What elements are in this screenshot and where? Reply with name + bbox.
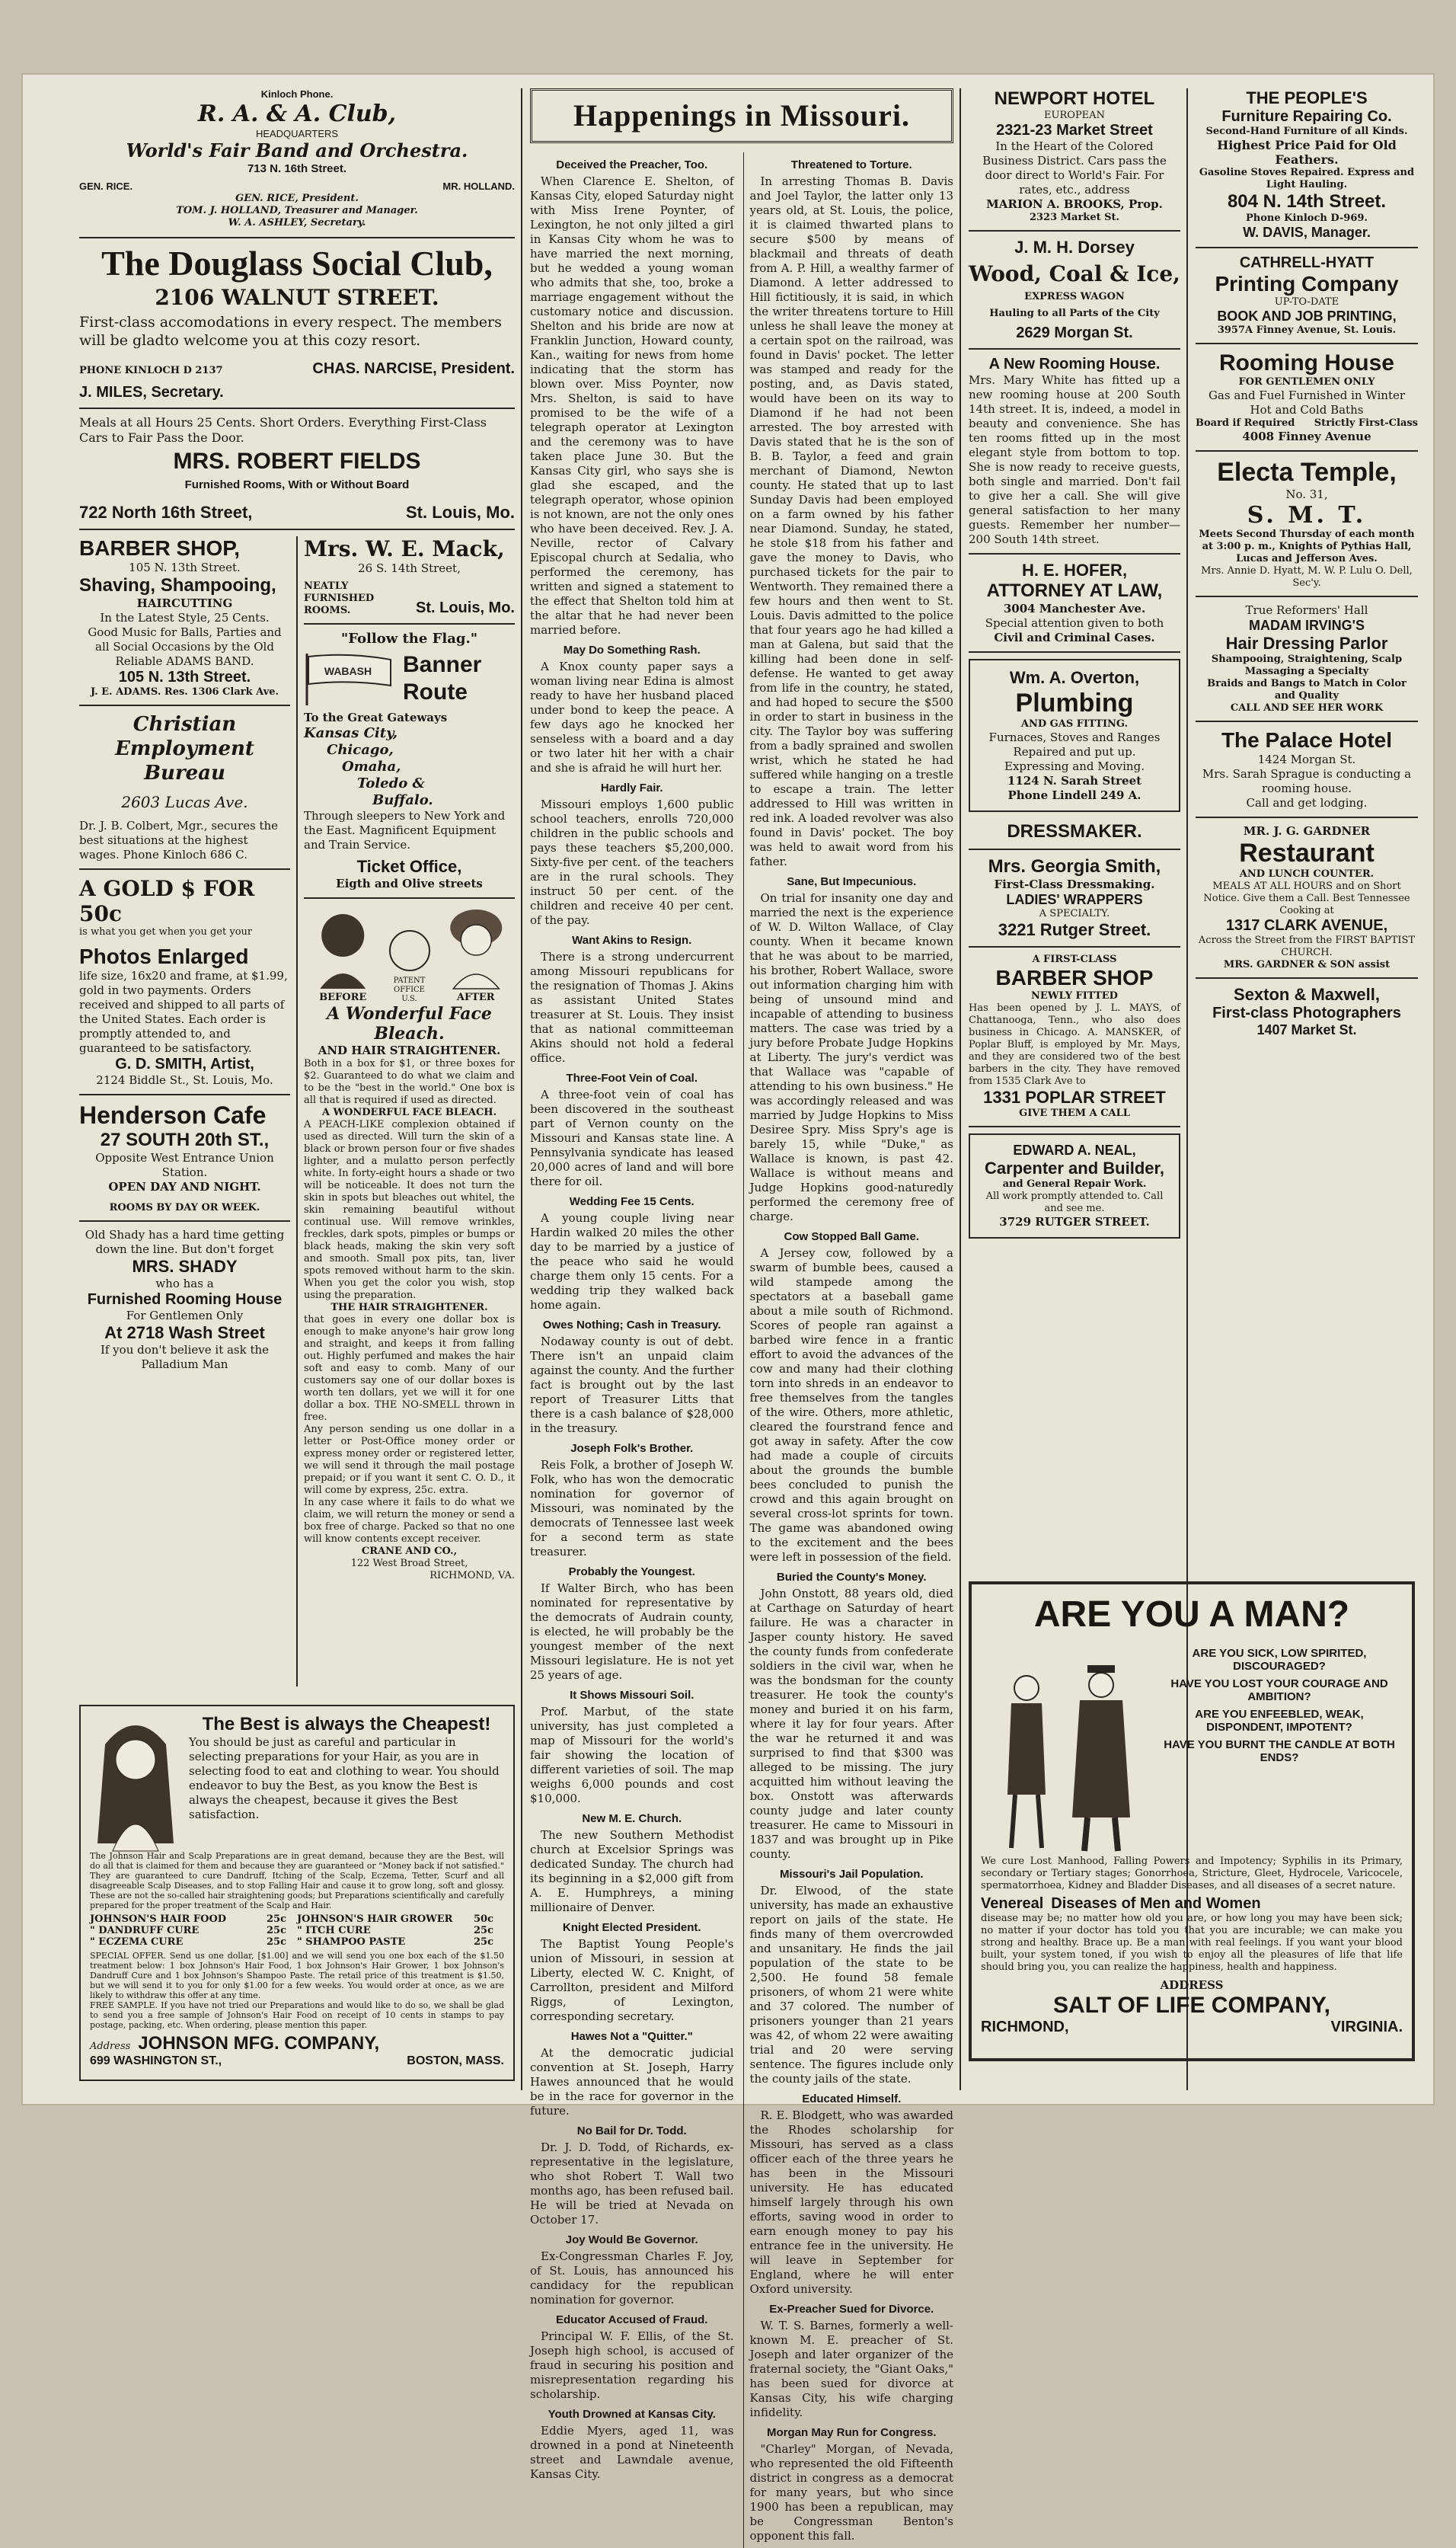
wabash-flag-text: WABASH bbox=[324, 665, 372, 677]
gentlemen-rooming-house-ad: Rooming House FOR GENTLEMEN ONLY Gas and Fuel Furnished in Winter Hot and Cold Baths Board if Required Strictly First-Class 4008 Finney Avenue bbox=[1196, 350, 1418, 443]
article bbox=[530, 782, 734, 928]
article-headline: Knight Elected President. bbox=[562, 1921, 701, 1934]
ads-left-section bbox=[79, 88, 515, 2090]
article-headline: Sane, But Impecunious. bbox=[787, 875, 917, 888]
happenings-left-column bbox=[530, 152, 734, 2548]
article-headline: Wedding Fee 15 Cents. bbox=[569, 1195, 694, 1208]
dressmaker-ad: DRESSMAKER. Mrs. Georgia Smith, First-Class Dressmaking. LADIES' WRAPPERS A SPECIALTY. 3221 Rutger Street. bbox=[969, 821, 1180, 940]
article-body: Eddie Myers, aged 11, was drowned in a pond at Nineteenth street and Lawndale avenue, Kansas City. bbox=[530, 2424, 734, 2481]
article-headline: Owes Nothing; Cash in Treasury. bbox=[542, 1319, 721, 1332]
article-body: Principal W. F. Ellis, of the St. Joseph high school, is accused of fraud in securing his position and misrepresentation regarding his scholarship. bbox=[530, 2329, 734, 2401]
neal-ad: EDWARD A. NEAL, Carpenter and Builder, and General Repair Work. All work promptly attended to. Call and see me. 3729 RUTGER STREET. bbox=[969, 1133, 1180, 1239]
article-body: Reis Folk, a brother of Joseph W. Folk, who has won the democratic nomination for governor of Missouri, was nominated by the democrats of Tennessee last week for a second term as state treasurer. bbox=[530, 1458, 734, 1559]
article-headline: Missouri's Jail Population. bbox=[779, 1868, 924, 1881]
barber-shop-ad: BARBER SHOP, 105 N. 13th Street. Shaving, Shampooing, HAIRCUTTING In the Latest Style, 25 Cents. Good Music for Balls, Parties and all Social Occasions by the Old Reliable ADAMS BAND. 105 N. 13th Street. J. E. ADAMS. Res. 1306 Clark Ave. bbox=[79, 536, 282, 698]
johnson-products: JOHNSON'S HAIR FOOD 25c JOHNSON'S HAIR GROWER 50c " DANDRUFF CURE 25c " ITCH CURE 25c " ECZEMA CURE 25c " SHAMPOO PASTE 25c bbox=[90, 1913, 494, 1948]
article bbox=[750, 2303, 954, 2420]
article-headline: May Do Something Rash. bbox=[563, 644, 701, 657]
article bbox=[750, 1230, 954, 1565]
article bbox=[530, 2030, 734, 2118]
article-headline: New M. E. Church. bbox=[582, 1812, 682, 1825]
subcolumn-left bbox=[79, 536, 298, 1686]
happenings-masthead bbox=[530, 88, 953, 143]
article-headline: Educated Himself. bbox=[802, 2092, 902, 2105]
new-rooming-house-ad: A New Rooming House. Mrs. Mary White has fitted up a new rooming house at 200 South 14th street. It is, indeed, a model in beauty and convenience. She has ten rooms fitted up in the most elegant style from bottom to top. She is now ready to receive guests, both single and married. Don't fail to give her a call. She will give general satisfaction to her many guests. Remember her number—200 South 14th street. bbox=[969, 356, 1180, 546]
article-headline: Threatened to Torture. bbox=[790, 158, 912, 171]
woman-portrait-icon bbox=[90, 1714, 181, 1851]
article-body: The Baptist Young People's union of Missouri, in session at Liberty, elected W. C. Knight, of Carrollton, president and Milford Riggs, of Lexington, corresponding secretary. bbox=[530, 1937, 734, 2023]
article-body: R. E. Blodgett, who was awarded the Rhodes scholarship for Missouri, has served as a class officer each of the three years he has been in the Missouri university. He has educated himself largely through his own efforts, saving wood in order to earn enough money to pay his entrance fee in the university. He will leave in September for England, where he will enter Oxford university. bbox=[749, 2108, 953, 2296]
patent-seal-icon bbox=[387, 928, 433, 973]
palace-hotel-ad: The Palace Hotel 1424 Morgan St. Mrs. Sarah Sprague is conducting a rooming house. Call and get lodging. bbox=[1202, 728, 1412, 810]
article bbox=[530, 1689, 734, 1806]
article-headline: Three-Foot Vein of Coal. bbox=[566, 1072, 698, 1085]
article-headline: Joseph Folk's Brother. bbox=[570, 1442, 694, 1455]
article-body: Dr. J. D. Todd, of Richards, ex-representative in the legislature, who shot Robert T. Wall two months ago, has been refused bail. He will be tried at Nevada on October 17. bbox=[530, 2140, 734, 2227]
article-body: W. T. S. Barnes, formerly a well-known M. E. preacher of St. Joseph and later organizer of the fraternal society, the "Giant Oaks," has been sued for divorce at Kansas City, his wife charging infidelity. bbox=[749, 2319, 953, 2419]
article-headline: Educator Accused of Fraud. bbox=[556, 2313, 708, 2326]
hofer-ad: H. E. HOFER, ATTORNEY AT LAW, 3004 Manchester Ave. Special attention given to both Civil and Criminal Cases. bbox=[985, 561, 1164, 644]
are-you-a-man-ad: ARE YOU A MAN? ARE YOU SICK, LOW SPIRITED, DISCOURAGED? HAVE YOU LOST YOUR COURAGE AND AMBITION? ARE YOU ENFEEBLED, WEAK, DISPONDENT, IMPOTENT? HAVE YOU BURNT THE CANDLE AT BOTH ENDS? We cure Lost Manhood, Falling Powers and Impotency; Syphilis in its Primary, secondary or Tertiary stages; Gonorrhoea, Stricture, Gleet, Hydrocele, Varicocele, spermatorrhoea, Kidney and Bladder Diseases, and all diseases of a secret nature. Venereal Diseases of Men and Women disease may be; no matter how old you are, or how long you may have been sick; no matter if your doctor has told you that you are incurable; we can make you strong and healthy. Brace up. Be a man with real feelings. If you want your blood built, your system toned, if you wish to enjoy all the pleasures of life that life should bring you, you can realize the happiness, health and happiness. ADDRESS SALT OF LIFE COMPANY, RICHMOND, VIRGINIA. bbox=[969, 1581, 1415, 2061]
article-headline: Hardly Fair. bbox=[600, 782, 663, 794]
henderson-cafe-ad: Henderson Cafe 27 SOUTH 20th ST., Opposite West Entrance Union Station. OPEN DAY AND NIGHT. ROOMS BY DAY OR WEEK. Old Shady has a hard time getting down the line. But don't forget MRS. SHADY who has a Furnished Rooming House For Gentlemen Only At 2718 Wash Street If you don't believe it ask the Palladium Man bbox=[79, 1101, 290, 1372]
article bbox=[530, 158, 734, 638]
article bbox=[750, 2092, 954, 2297]
article-body: Prof. Marbut, of the state university, has just completed a map of Missouri for the world's fair showing the location of different varieties of soil. The map weighs 6,000 pounds and cost $10,000. bbox=[530, 1705, 734, 1805]
column-rule bbox=[959, 88, 961, 2090]
article-body: A three-foot vein of coal has been discovered in the southeast part of Vernon county on the Missouri and Kansas state line. A Pennsylvania syndicate has leased 20,000 acres of land and will bore there for oil. bbox=[530, 1088, 734, 1188]
article bbox=[530, 1072, 734, 1189]
overton-ad: Wm. A. Overton, Plumbing AND GAS FITTING. Furnaces, Stoves and Ranges Repaired and put up. Expressing and Moving. 1124 N. Sarah Street Phone Lindell 249 A. bbox=[969, 659, 1180, 812]
article-headline: Joy Would Be Governor. bbox=[565, 2233, 698, 2246]
cathrell-hyatt-ad: CATHRELL-HYATT Printing Company UP-TO-DATE BOOK AND JOB PRINTING, 3957A Finney Avenue, St. Louis. bbox=[1215, 254, 1399, 336]
article bbox=[530, 2313, 734, 2402]
wabash-ad: "Follow the Flag." WABASH Banner Route To the Great Gateways Kansas City, Chicago, Omaha, Toledo & Buffalo. Through sleepers to New York and the East. Magnificent Equipment and Train Service. Ticket Office, Eigth and Olive streets bbox=[304, 631, 506, 890]
gardner-restaurant-ad: MR. J. G. GARDNER Restaurant AND LUNCH COUNTER. MEALS AT ALL HOURS and on Short Notice. Give them a Call. Best Tennessee Cooking at 1317 CLARK AVENUE, Across the Street from the FIRST BAPTIST CHURCH. MRS. GARDNER & SON assist bbox=[1198, 824, 1416, 970]
johnson-hair-ad: The Best is always the Cheapest! You should be just as careful and particular in selecting preparations for your Hair, as you are in selecting food to eat and clothing to wear. You should endeavor to buy the Best, as you know the Best is always the cheapest, because it gives the Best satisfaction. The Johnson Hair and Scalp Preparations are in great demand, because they are the Best, will do all that is claimed for them and because they are guaranteed or "Money back if not satisfied." They are guaranteed to cure Dandruff, Itching of the Scalp, Eczema, Tetter, Scurf and all disagreeable Scalp Diseases, and to stop Falling Hair and cause it to grow long, soft and glossy. These are not the so-called hair straightening goods; but Preparations scientifically and carefully prepared for the proper treatment of the Scalp and Hair. JOHNSON'S HAIR FOOD 25c JOHNSON'S HAIR GROWER 50c " DANDRUFF CURE 25c " ITCH CURE 25c " ECZEMA CURE 25c " SHAMPOO PASTE 25c SPECIAL OFFER. Send us one dollar, [$1.00] and we will send you one box each of the $1.50 treatment below: 1 box Johnson's Hair Food, 1 box Johnson's Hair Grower, 1 box Johnson's Dandruff Cure and 1 box Johnson's Shampoo Paste. The retail price of this treatment is $1.50, but we will send it to you for only $1.00 for a few weeks. You would order at once, as we are likely to withdraw this offer at any time. FREE SAMPLE. If you have not tried our Preparations and would like to do so, we shall be glad to send you a free sample of Johnson's Hair Food on receipt of 10 cents in stamps to pay postage, packing, etc. When ordering, please mention this paper. Address JOHNSON MFG. COMPANY, 699 WASHINGTON ST., BOSTON, MASS. bbox=[79, 1705, 515, 2081]
article-headline: Want Akins to Resign. bbox=[572, 934, 692, 947]
electa-temple-ad: Electa Temple, No. 31, S. M. T. Meets Second Thursday of each month at 3:00 p. m., Knights of Pythias Hall, Lucas and Jefferson Aves. Mrs. Annie D. Hyatt, M. W. P. Lulu O. Dell, Sec'y. bbox=[1199, 458, 1415, 589]
article bbox=[530, 934, 734, 1066]
article-body: There is a strong undercurrent among Missouri republicans for the resignation of Thomas J. Akins as assistant United States treasurer at St. Louis. They insist that as national committeeman Akins should not hold a federal office. bbox=[530, 950, 734, 1065]
article-headline: Morgan May Run for Congress. bbox=[766, 2426, 937, 2439]
ads-column-5 bbox=[1196, 88, 1418, 1572]
dorsey-ad: J. M. H. Dorsey Wood, Coal & Ice, EXPRESS WAGON Hauling to all Parts of the City 2629 Morgan St. bbox=[969, 238, 1180, 341]
article bbox=[530, 1812, 734, 1915]
madam-irving-ad: True Reformers' Hall MADAM IRVING'S Hair Dressing Parlor Shampooing, Straightening, Scalp Massaging a Specialty Braids and Bangs to Match in Color and Quality CALL AND SEE HER WORK bbox=[1207, 603, 1407, 714]
happenings-section bbox=[530, 88, 953, 2543]
wabash-flag-icon bbox=[304, 652, 395, 705]
subcolumn-right bbox=[304, 536, 515, 1686]
employment-ad: Christian Employment Bureau 2603 Lucas Ave. Dr. J. B. Colbert, Mgr., secures the best situations at the highest wages. Phone Kinloch 686 C. bbox=[79, 713, 279, 862]
article bbox=[530, 1319, 734, 1436]
after-portrait-icon bbox=[437, 905, 516, 989]
article bbox=[530, 644, 734, 775]
newspaper-page bbox=[21, 73, 1435, 2543]
article-body: On trial for insanity one day and married the next is the experience of W. D. Wilton Wallace, of Clay county. When it became known that he was about to be married, his brother, Robert Wallace, swore out information charging him with being of unsound mind and incapable of attending to business matters. The case was tried by a jury before Probate Judge Hopkins at Liberty. The jury's verdict was that Wallace was "capable of attending to his own business." He was accordingly released and was married by Judge Hopkins to Miss Desiree Spry. Miss Spry's age is barely 15, while "Duke," as Wallace is known, is past 42. Wallace is without means and Judge Hopkins good-naturedly performed the ceremony free of charge. bbox=[749, 891, 953, 1223]
article bbox=[530, 1442, 734, 1559]
article-headline: Hawes Not a "Quitter." bbox=[570, 2030, 693, 2043]
article-body: When Clarence E. Shelton, of Kansas City, eloped Saturday night with Miss Irene Poynter, of Lexington, he not only jilted a girl in Kansas City whom he was to have married the next morning, but he wedded a young woman who admits that she, too, broke a marriage engagement without the customary notice and discussion. Shelton and his bride are now at Franklin Junction, Howard county, Kan., waiting for news from home indicating that the storm has blown over. Miss Poynter, now Mrs. Shelton, is said to have promised to be the wife of a telegraph operator at Lexington and the ceremony was to have taken place June 30. But the Kansas City girl, who says she is glad she escaped, and the telegraph operator, whose opinion is not known, are not the only ones who have been deceived. Rev. J. A. Neville, rector of Calvary Episcopal church at Sedalia, who performed the ceremony, has written and signed a statement to the effect that Shelton told him at the altar that he had never been married before. bbox=[530, 174, 734, 637]
article bbox=[750, 158, 954, 869]
article bbox=[750, 1868, 954, 2086]
article-headline: Ex-Preacher Sued for Divorce. bbox=[769, 2303, 934, 2316]
article bbox=[530, 1195, 734, 1312]
article bbox=[750, 1571, 954, 1862]
newport-hotel-ad: NEWPORT HOTEL EUROPEAN 2321-23 Market Street In the Heart of the Colored Business District. Cars pass the door direct to World's Fair. For rates, etc., address MARION A. BROOKS, Prop. 2323 Market St. bbox=[982, 88, 1167, 223]
happenings-title: Happenings in Missouri. bbox=[573, 98, 910, 133]
barber-shop-2-ad: A FIRST-CLASS BARBER SHOP NEWLY FITTED Has been opened by J. L. MAYS, of Chattanooga, Tenn., who also does business in Chicago. A. MANSKER, of Poplar Bluff, is employed by Mr. Mays, and they are considered two of the best barbers in the city. They have removed from 1535 Clark Ave to 1331 POPLAR STREET GIVE THEM A CALL bbox=[969, 954, 1180, 1119]
article-headline: Probably the Youngest. bbox=[568, 1565, 695, 1578]
article-body: If Walter Birch, who has been nominated for representative by the democrats of Audrain county, is elected, he will probably be the youngest member of the next Missouri legislature. He is not yet 25 years of age. bbox=[530, 1581, 734, 1682]
article bbox=[750, 2426, 954, 2543]
article-headline: Deceived the Preacher, Too. bbox=[556, 158, 708, 171]
before-portrait-icon bbox=[304, 905, 382, 989]
article bbox=[530, 2233, 734, 2307]
article-body: At the democratic judicial convention at St. Joseph, Harry Hawes announced that he would be in the race for governor in the future. bbox=[530, 2046, 734, 2118]
article-body: Dr. Elwood, of the state university, has made an exhaustive report on jails of the state. He finds many of them overcrowded and unsanitary. He finds the jail population of the state to be 2,500. He found 58 female prisoners, of whom 21 were white and 37 colored. The number of prisoners younger than 21 years was 42, of whom 22 were awaiting trial and 20 were serving sentence. The figures include only the county jails of the state. bbox=[749, 1884, 953, 2086]
douglass-ad: The Douglass Social Club, 2106 WALNUT STREET. First-class accomodations in every respect. The members will be gladto welcome you at this cozy resort. PHONE KINLOCH D 2137 CHAS. NARCISE, President. J. MILES, Secretary. Meals at all Hours 25 Cents. Short Orders. Everything First-Class Cars to Fair Pass the Door. MRS. ROBERT FIELDS Furnished Rooms, With or Without Board 722 North 16th Street, St. Louis, Mo. bbox=[79, 244, 515, 522]
sexton-maxwell-ad: Sexton & Maxwell, First-class Photographers 1407 Market St. bbox=[1212, 985, 1401, 1037]
face-bleach-ad: BEFORE PATENT OFFICE U.S. AFTER A Wonderful Face Bleach. AND HAIR STRAIGHTENER. Both in a box for $1, or three boxes for $2. Guaranteed to do what we claim and to be the "best in the world." One box is all that is required if used as directed. A WONDERFUL FACE BLEACH. A PEACH-LIKE complexion obtained if used as directed. Will turn the skin of a black or brown person four or five shades lighter, and a mulatto person perfectly white. In forty-eight hours a shade or two will be noticeable. It does not turn the skin in spots but bleaches out whitel, the skin remaining beautiful without continual use. Will remove wrinkles, freckles, dark spots, pimples or bumps or black heads, making the skin very soft and smooth. Small pox pits, tan, liver spots removed without harm to the skin. When you get the color you wish, stop using the preparation. THE HAIR STRAIGHTENER. that goes in every one dollar box is enough to make anyone's hair grow long and straight, and keeps it from falling out. Highly perfumed and makes the hair soft and easy to comb. Many of our customers say one of our dollar boxes is worth ten dollars, yet we will it for one dollar a box. THE NO-SMELL thrown in free. Any person sending us one dollar in a letter or Post-Office money order or express money order or registered letter, we will send it through the mail postage prepaid; or if you want it sent C. O. D., it will come by express, 25c. extra. In any case where it fails to do what we claim, we will return the money or send a box free of charge. Packed so that no one will know contents except receiver. CRANE AND CO., 122 West Broad Street, RICHMOND, VA. bbox=[304, 905, 515, 1582]
photos-ad: Photos Enlarged life size, 16x20 and frame, at $1.99, gold in two payments. Orders received and shipped to all parts of the United States. Each order is promptly attended to, and guaranteed to be satisfactory. G. D. SMITH, Artist, 2124 Biddle St., St. Louis, Mo. bbox=[79, 945, 288, 1087]
column-rule bbox=[521, 88, 522, 2090]
article-body: Nodaway county is out of debt. There isn't an unpaid claim against the county. And the further fact is brought out by the last report of Treasurer Litts that there is a cash balance of $28,000 in the treasury. bbox=[530, 1335, 734, 1435]
article-body: "Charley" Morgan, of Nevada, who represented the old Fifteenth district in congress as a democrat for many years, but who since 1900 has been a republican, may be Congressman Benton's opponent this fall. bbox=[749, 2442, 953, 2543]
article-headline: Cow Stopped Ball Game. bbox=[784, 1230, 920, 1243]
article-body: The new Southern Methodist church at Excelsior Springs was dedicated Sunday. The church had its beginning in a $2,000 gift from A. E. Humphreys, a mining millionaire of Denver. bbox=[530, 1828, 734, 1914]
happenings-right-column bbox=[743, 152, 954, 2548]
peoples-furniture-ad: THE PEOPLE'S Furniture Repairing Co. Second-Hand Furniture of all Kinds. Highest Price Paid for Old Feathers. Gasoline Stoves Repaired. Express and Light Hauling. 804 N. 14th Street. Phone Kinloch D-969. W. DAVIS, Manager. bbox=[1199, 88, 1415, 240]
article-body: A young couple living near Hardin walked 20 miles the other day to be married by a justice of the peace who said he would charge them only 15 cents. For a wedding trip they walked back home again. bbox=[530, 1211, 734, 1312]
article-headline: Youth Drowned at Kansas City. bbox=[548, 2408, 716, 2421]
article-headline: No Bail for Dr. Todd. bbox=[576, 2124, 687, 2137]
article bbox=[530, 1921, 734, 2024]
gold-ad: A GOLD $ FOR 50c is what you get when you get your bbox=[79, 876, 255, 938]
article bbox=[750, 875, 954, 1224]
article-body: A Jersey cow, followed by a swarm of bumble bees, caused a wild stampede among the spectators at a baseball game about a mile south of Richmond. Scores of people ran against a barbed wire fence in a frantic effort to avoid the advances of the cow and many had their clothing torn into shreds in an endeavor to free themselves from the tangles of the wire. Others, more athletic, cleared the fourstrand fence and got away in safety. After the cow had made a couple of circuits about the grounds the bumble bees concluded to punish the crowd and this again brought on several cross-lot sprints for town. The game was abandoned owing to the excitement and the bees were left in possession of the field. bbox=[749, 1246, 953, 1564]
men-illustration-icon bbox=[981, 1642, 1148, 1856]
article bbox=[530, 1565, 734, 1683]
article-body: Ex-Congressman Charles F. Joy, of St. Louis, has announced his candidacy for the republican nomination for governor. bbox=[530, 2249, 734, 2307]
article-headline: Buried the County's Money. bbox=[776, 1571, 927, 1584]
club-ad: Kinloch Phone. R. A. & A. Club, HEADQUARTERS World's Fair Band and Orchestra. 713 N. 16th Street. GEN. RICE. MR. HOLLAND. GEN. RICE, President. TOM. J. HOLLAND, Treasurer and Manager. W. A. ASHLEY, Secretary. bbox=[79, 88, 515, 229]
mack-ad: Mrs. W. E. Mack, 26 S. 14th Street, NEATLY FURNISHED ROOMS. St. Louis, Mo. bbox=[304, 536, 515, 616]
article-body: Missouri employs 1,600 public school teachers, enrolls 720,000 children in the public schools and pays these teachers $5,200,000. Sixty-five per cent. of the teachers are in the rural schools. They instruct 50 per cent. of the children and receive 40 per cent. of the pay. bbox=[530, 798, 734, 927]
article bbox=[530, 2124, 734, 2227]
article-body: John Onstott, 88 years old, died at Carthage on Saturday of heart failure. He was a character in Jasper county history. He saved the county funds from confederate soldiers in the civil war, when he was the bondsman for the county treasurer. He took the county's money and buried it on his farm, where it lay for four years. After the war he returned it and was surprised to find that $300 was alleged to be missing. The jury acquitted him without leaving the box. Onstott was afterwards county judge and later county treasurer. He came to Missouri in 1837 and was brought up in Pike county. bbox=[749, 1587, 953, 1861]
article-body: A Knox county paper says a woman living near Edina is almost ready to have her husband placed under bond to keep the peace. A few days ago he knocked her senseless with a board and a day or two later hit her with a chair and she is afraid he will hurt her. bbox=[530, 660, 734, 775]
article-headline: It Shows Missouri Soil. bbox=[570, 1689, 694, 1702]
article-body: In arresting Thomas B. Davis and Joel Taylor, the latter only 13 years old, at St. Louis, the police, it is claimed thwarted plans to secure $500 by means of blackmail and threats of death from A. P. Hill, a wealthy farmer of Diamond. A letter addressed to Hill fictitiously, it is said, in which the writer threatens torture to Hill unless he shall leave the money at a certain spot on the railroad, was found in Davis' pocket. The letter was stamped and ready for the posting, and, as Davis stated, would have been on its way to Diamond if he had not been arrested. The boy arrested with Davis stated that he is the son of B. B. Taylor, a feed and grain merchant of Diamond, Newton county. He stated that up to last Sunday Davis had been employed on a farm owned by his father near Diamond. Sunday, he stated, he stole $18 from his father and gave the money to Davis, who purchased tickets for the pair to Wentworth. They remained there a few hours and then went to St. Louis. Davis admitted to the police that four years ago he had killed a man at Galena, but said that the killing had been done in self-defense. He wanted to get away from life in the country, he stated, and had hoped to secure the $500 in order to start in business in the city. The Taylor boy was suffering from a badly sprained and swollen wrist, which he stated he had suffered while hanging on a trestle to escape a train. The letter addressed to Hill was written in red ink. A loaded revolver was also found in Davis' pocket. The boy was held to await word from his father. bbox=[749, 174, 953, 868]
article bbox=[530, 2408, 734, 2482]
